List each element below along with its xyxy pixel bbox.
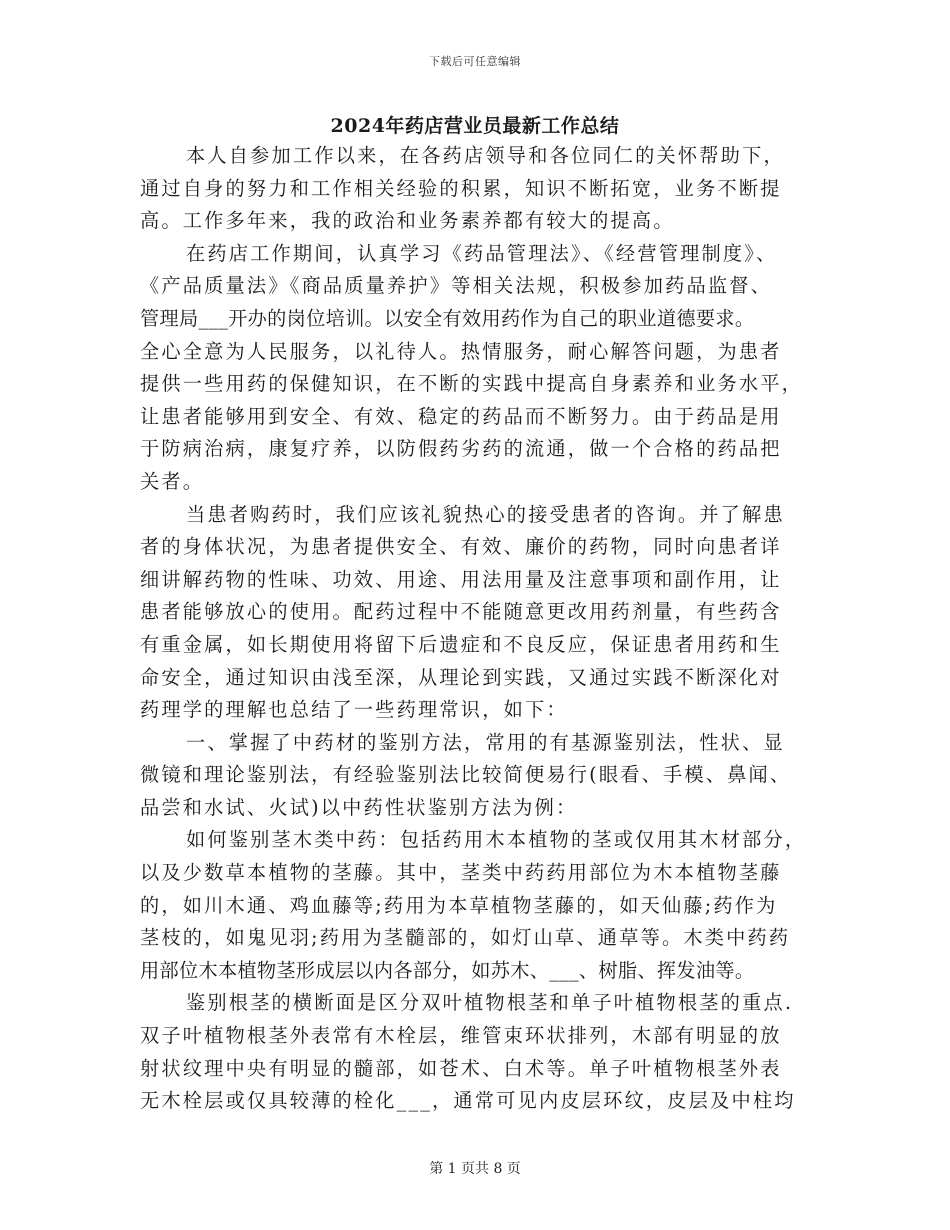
body-line: 药理学的理解也总结了一些药理常识，如下：: [140, 698, 568, 722]
body-line: 者的身体状况，为患者提供安全、有效、廉价的药物，同时向患者详: [140, 535, 782, 559]
body-line: 品尝和水试、火试)以中药性状鉴别方法为例：: [140, 795, 578, 819]
body-line: 微镜和理论鉴别法，有经验鉴别法比较简便易行(眼看、手模、鼻闻、: [140, 763, 792, 787]
body-line: 提供一些用药的保健知识，在不断的实践中提高自身素养和业务水平，: [140, 372, 804, 396]
body-line: 的，如川木通、鸡血藤等;药用为本草植物茎藤的，如天仙藤;药作为: [140, 893, 778, 917]
body-line: 如何鉴别茎木类中药：包括药用木本植物的茎或仅用其木材部分，: [186, 828, 807, 852]
body-line: 射状纹理中央有明显的髓部，如苍术、白术等。单子叶植物根茎外表: [140, 1056, 782, 1080]
body-line: 细讲解药物的性味、功效、用途、用法用量及注意事项和副作用，让: [140, 567, 782, 591]
body-line: 患者能够放心的使用。配药过程中不能随意更改用药剂量，有些药含: [140, 600, 782, 624]
page-header-note: 下载后可任意编辑: [429, 55, 521, 68]
body-line: 高。工作多年来，我的政治和业务素养都有较大的提高。: [140, 209, 675, 233]
body-line: 有重金属，如长期使用将留下后遗症和不良反应，保证患者用药和生: [140, 632, 782, 656]
body-line: 双子叶植物根茎外表常有木栓层，维管束环状排列，木部有明显的放: [140, 1024, 782, 1048]
body-line: 一、掌握了中药材的鉴别方法，常用的有基源鉴别法，性状、显: [186, 730, 785, 754]
body-line: 鉴别根茎的横断面是区分双叶植物根茎和单子叶植物根茎的重点.: [186, 991, 794, 1015]
body-line: 命安全，通过知识由浅至深，从理论到实践，又通过实践不断深化对: [140, 665, 782, 689]
page-number: 第 1 页共 8 页: [429, 1161, 521, 1177]
body-line: 让患者能够用到安全、有效、稳定的药品而不断努力。由于药品是用: [140, 404, 782, 428]
body-line: 用部位木本植物茎形成层以内各部分，如苏木、___、树脂、挥发油等。: [140, 958, 755, 982]
body-line: 《产品质量法》《商品质量养护》等相关法规，积极参加药品监督、: [140, 274, 773, 298]
body-line: 茎枝的，如鬼见羽;药用为茎髓部的，如灯山草、通草等。木类中药药: [140, 926, 791, 950]
body-line: 在药店工作期间，认真学习《药品管理法》、《经营管理制度》、: [186, 241, 778, 265]
body-line: 于防病治病，康复疗养，以防假药劣药的流通，做一个合格的药品把: [140, 437, 782, 461]
body-line: 全心全意为人民服务，以礼待人。热情服务，耐心解答问题，为患者: [140, 339, 782, 363]
document-body: [140, 140, 806, 1118]
body-line: 以及少数草本植物的茎藤。其中，茎类中药药用部位为木本植物茎藤: [140, 861, 782, 885]
body-line: 通过自身的努力和工作相关经验的积累，知识不断拓宽，业务不断提: [140, 176, 782, 200]
body-line: 当患者购药时，我们应该礼貌热心的接受患者的咨询。并了解患: [186, 502, 785, 526]
body-line: 无木栓层或仅具较薄的栓化___，通常可见内皮层环纹，皮层及中柱均: [140, 1089, 796, 1113]
body-line: 本人自参加工作以来，在各药店领导和各位同仁的关怀帮助下，: [186, 144, 785, 167]
body-line: 管理局___开办的岗位培训。以安全有效用药作为自己的职业道德要求。: [140, 306, 755, 330]
body-line: 关者。: [140, 469, 205, 493]
document-title: 2024年药店营业员最新工作总结: [330, 115, 620, 137]
